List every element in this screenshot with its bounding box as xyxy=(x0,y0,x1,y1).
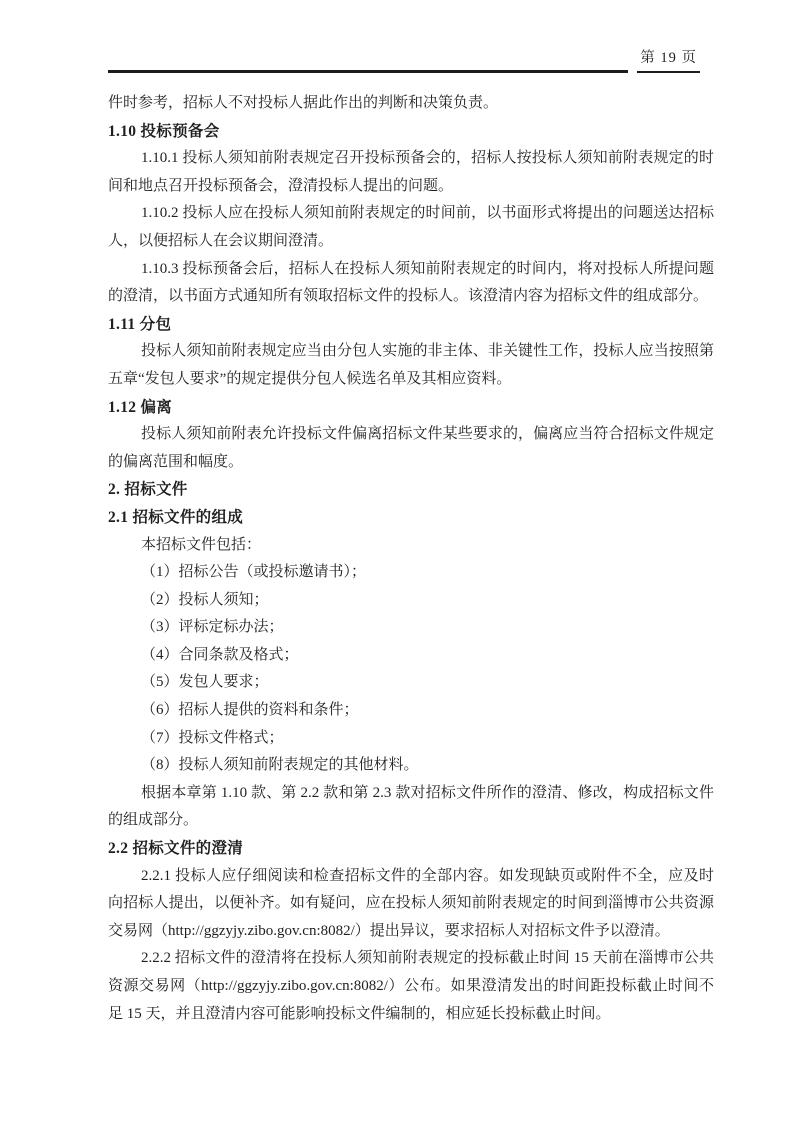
body-paragraph: （4）合同条款及格式； xyxy=(141,646,299,663)
document-content xyxy=(108,90,714,1028)
body-paragraph: 件时参考，招标人不对投标人据此作出的判断和决策负责。 xyxy=(108,95,499,111)
body-paragraph: 投标人须知前附表规定应当由分包人实施的非主体、非关键性工作，投标人应当按照第五章“发包人要求”的规定提供分包人候选名单及其相应资料。 xyxy=(108,343,714,387)
section-heading: 2.1 招标文件的组成 xyxy=(108,508,244,526)
body-paragraph: （8）投标人须知前附表规定的其他材料。 xyxy=(141,757,419,774)
body-paragraph: 1.10.3 投标预备会后，招标人在投标人须知前附表规定的时间内，将对投标人所提问题的澄清，以书面方式通知所有领取招标文件的投标人。该澄清内容为招标文件的组成部分。 xyxy=(108,260,714,305)
body-paragraph: 根据本章第 1.10 款、第 2.2 款和第 2.3 款对招标文件所作的澄清、修改，构成招标文件的组成部分。 xyxy=(108,784,714,829)
page-header xyxy=(108,44,700,73)
body-paragraph: 2.2.2 招标文件的澄清将在投标人须知前附表规定的投标截止时间 15 天前在淄博市公共资源交易网（http://ggzyjy.zibo.gov.cn:8082/）公布。如果澄清发出的时间距投标截止时间不足 15 天，并且澄清内容可能影响投标文件编制的，相应延长投标截止时间。 xyxy=(108,950,714,1022)
body-paragraph: （2）投标人须知； xyxy=(141,591,269,608)
section-heading: 1.10 投标预备会 xyxy=(108,122,220,140)
body-paragraph: 2.2.1 投标人应仔细阅读和检查招标文件的全部内容。如发现缺页或附件不全，应及时向招标人提出，以便补齐。如有疑问，应在投标人须知前附表规定的时间到淄博市公共资源交易网（http://ggzyjy.zibo.gov.cn:8082/）提出异议，要求招标人对招标文件予以澄清。 xyxy=(108,867,714,939)
section-heading: 2. 招标文件 xyxy=(108,481,188,499)
page-number: 第 19 页 xyxy=(637,48,700,73)
header-divider-line xyxy=(108,44,628,73)
body-paragraph: （3）评标定标办法； xyxy=(141,619,284,636)
body-paragraph: 1.10.2 投标人应在投标人须知前附表规定的时间前，以书面形式将提出的问题送达招标人，以便招标人在会议期间澄清。 xyxy=(108,205,714,249)
section-heading: 1.12 偏离 xyxy=(108,398,173,416)
body-paragraph: 投标人须知前附表允许投标文件偏离招标文件某些要求的，偏离应当符合招标文件规定的偏离范围和幅度。 xyxy=(108,426,714,470)
body-paragraph: 1.10.1 投标人须知前附表规定召开投标预备会的，招标人按投标人须知前附表规定的时间和地点召开投标预备会，澄清投标人提出的问题。 xyxy=(108,150,714,194)
section-heading: 2.2 招标文件的澄清 xyxy=(108,840,244,858)
body-paragraph: 本招标文件包括： xyxy=(141,536,262,553)
body-paragraph: （7）投标文件格式； xyxy=(141,729,284,746)
body-paragraph: （6）招标人提供的资料和条件； xyxy=(141,702,359,719)
body-paragraph: （1）招标公告（或投标邀请书）； xyxy=(141,564,367,581)
body-paragraph: （5）发包人要求； xyxy=(141,674,269,691)
section-heading: 1.11 分包 xyxy=(108,315,172,333)
